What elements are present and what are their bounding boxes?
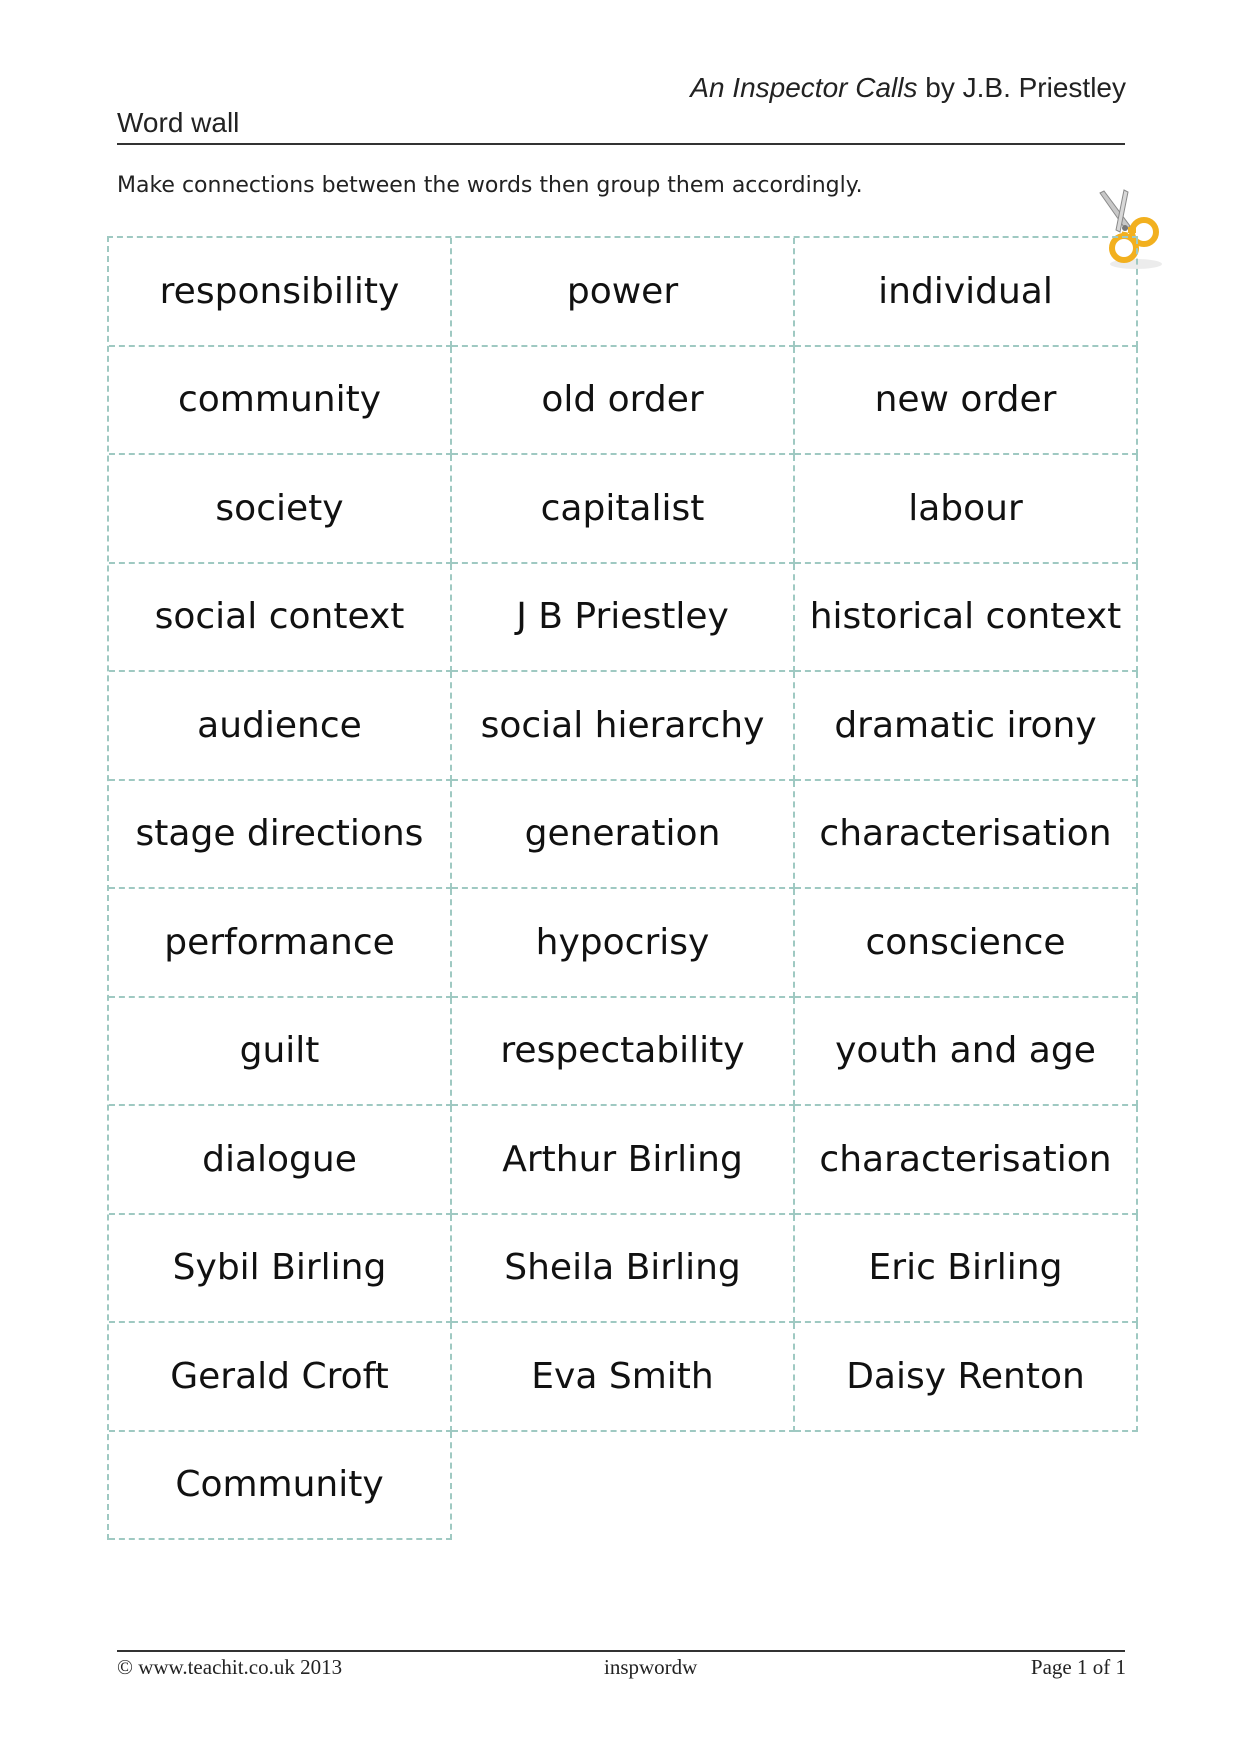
word-card: performance <box>109 889 452 998</box>
word-card: individual <box>795 238 1138 347</box>
word-card: Community <box>109 1432 452 1541</box>
word-card: Daisy Renton <box>795 1323 1138 1432</box>
word-card: community <box>109 347 452 456</box>
instructions: Make connections between the words then group them accordingly. <box>117 173 863 198</box>
play-title: An Inspector Calls <box>690 72 918 103</box>
word-card: power <box>452 238 795 347</box>
word-card: Eva Smith <box>452 1323 795 1432</box>
word-card: stage directions <box>109 781 452 890</box>
word-card: dramatic irony <box>795 672 1138 781</box>
word-card: responsibility <box>109 238 452 347</box>
word-card: audience <box>109 672 452 781</box>
word-card: capitalist <box>452 455 795 564</box>
word-card: characterisation <box>795 781 1138 890</box>
word-card: hypocrisy <box>452 889 795 998</box>
word-card: historical context <box>795 564 1138 673</box>
footer-divider <box>117 1650 1125 1652</box>
word-card: J B Priestley <box>452 564 795 673</box>
word-card: generation <box>452 781 795 890</box>
header-divider <box>117 143 1125 145</box>
author-credit: by J.B. Priestley <box>917 72 1126 103</box>
word-card: Sheila Birling <box>452 1215 795 1324</box>
word-card: new order <box>795 347 1138 456</box>
empty-slot <box>795 1432 1138 1541</box>
word-card: old order <box>452 347 795 456</box>
word-card: youth and age <box>795 998 1138 1107</box>
word-card: Gerald Croft <box>109 1323 452 1432</box>
word-card: Eric Birling <box>795 1215 1138 1324</box>
footer-code: inspwordw <box>604 1655 698 1679</box>
word-card: respectability <box>452 998 795 1107</box>
word-card: characterisation <box>795 1106 1138 1215</box>
empty-slot <box>452 1432 795 1541</box>
word-card: dialogue <box>109 1106 452 1215</box>
word-wall-grid <box>107 236 1138 1540</box>
word-card: Sybil Birling <box>109 1215 452 1324</box>
document-title <box>690 72 1126 104</box>
word-card: social hierarchy <box>452 672 795 781</box>
footer-copyright: © www.teachit.co.uk 2013 <box>117 1655 343 1679</box>
footer-page: Page 1 of 1 <box>1030 1655 1126 1679</box>
word-card: social context <box>109 564 452 673</box>
word-card: society <box>109 455 452 564</box>
word-card: Arthur Birling <box>452 1106 795 1215</box>
section-title: Word wall <box>117 107 240 138</box>
word-card: guilt <box>109 998 452 1107</box>
word-card: conscience <box>795 889 1138 998</box>
word-card: labour <box>795 455 1138 564</box>
